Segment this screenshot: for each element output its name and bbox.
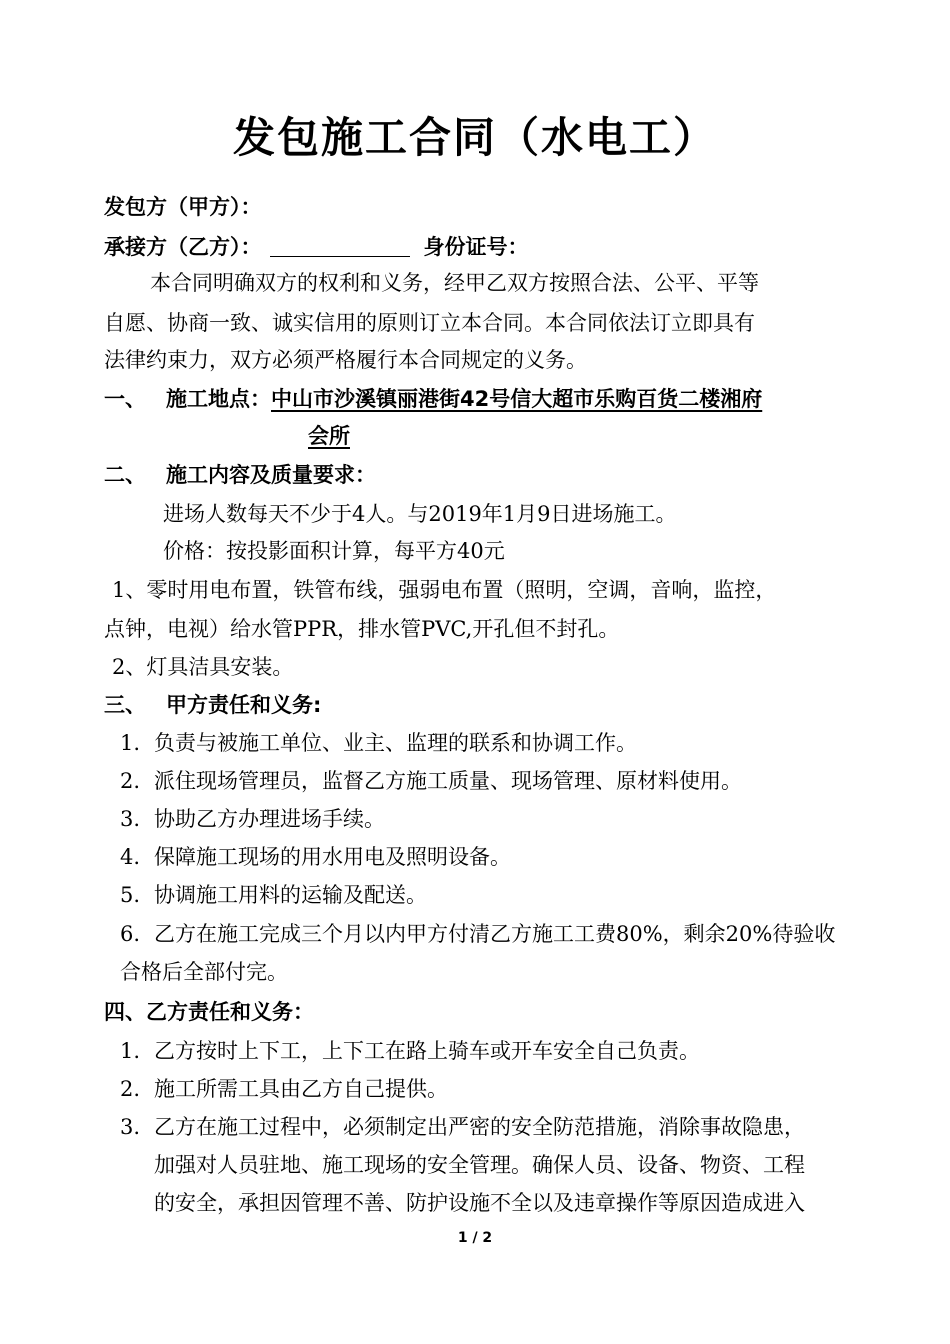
section3-item [120,885,427,906]
section4-item3-cont-1: 加强对人员驻地、施工现场的安全管理。确保人员、设备、物资、工程 [154,1153,805,1177]
section1-heading [104,389,762,410]
intro-line-3: 法律约束力，双方必须严格履行本合同规定的义务。 [104,348,587,372]
section1-location-cont: 会所 [308,424,350,448]
section2-line-1: 进场人数每天不少于4人。与2019年1月9日进场施工。 [163,502,677,526]
item-text: 乙方在施工完成三个月以内甲方付清乙方施工工费80%，剩余20%待验收 [154,922,836,946]
section4-item3-cont-2: 的安全，承担因管理不善、防护设施不全以及违章操作等原因造成进入 [154,1191,805,1215]
party-b-line [104,236,529,258]
item-number: 2. [120,1077,141,1101]
item-number: 2. [120,769,141,793]
section4-item [120,1079,448,1100]
section2-line-2: 价格：按投影面积计算，每平方40元 [163,539,505,563]
id-label: 身份证号： [423,235,529,259]
party-b-blank [270,236,410,257]
item-text: 施工所需工具由乙方自己提供。 [154,1077,448,1101]
item-text: 派住现场管理员，监督乙方施工质量、现场管理、原材料使用。 [154,769,742,793]
section2-label: 施工内容及质量要求： [166,463,376,487]
item-number: 1. [120,731,141,755]
item-text: 协助乙方办理进场手续。 [154,807,385,831]
page-title: 发包施工合同（水电工） [232,113,717,162]
section1-label: 施工地点： [166,387,271,411]
item-text: 协调施工用料的运输及配送。 [154,883,427,907]
section1-location: 中山市沙溪镇丽港街42号信大超市乐购百货二楼湘府 [271,387,763,411]
party-a-line [104,197,262,218]
section3-item [120,771,742,792]
item-text: 负责与被施工单位、业主、监理的联系和协调工作。 [154,731,637,755]
item-text: 乙方按时上下工，上下工在路上骑车或开车安全自己负责。 [154,1039,700,1063]
item-number: 3. [120,807,141,831]
item-number: 6. [120,922,141,946]
section3-item [120,733,637,754]
section3-item [120,924,835,945]
section1-number: 一、 [104,387,146,411]
section2-line-5: 2、灯具洁具安装。 [112,655,294,679]
section2-line-3: 1、零时用电布置，铁管布线，强弱电布置（照明，空调，音响，监控， [112,578,777,602]
section4-heading: 四、乙方责任和义务： [104,1000,314,1024]
section3-label: 甲方责任和义务: [166,693,322,717]
item-number: 3. [120,1115,141,1139]
item-text: 乙方在施工过程中，必须制定出严密的安全防范措施，消除事故隐患， [154,1115,805,1139]
section4-item [120,1117,805,1138]
party-b-label: 承接方（乙方）： [104,235,262,259]
section2-heading [104,465,376,486]
intro-line-2: 自愿、协商一致、诚实信用的原则订立本合同。本合同依法订立即具有 [104,311,755,335]
section3-item [120,809,385,830]
section2-number: 二、 [104,463,146,487]
item-number: 5. [120,883,141,907]
item-number: 4. [120,845,141,869]
intro-line-1: 本合同明确双方的权利和义务，经甲乙双方按照合法、公平、平等 [150,271,759,295]
party-a-label: 发包方（甲方）： [104,195,262,219]
section2-line-4: 点钟，电视）给水管PPR，排水管PVC,开孔但不封孔。 [104,617,620,641]
section3-item [120,847,511,868]
section3-item6-cont: 合格后全部付完。 [120,960,288,984]
section3-number: 三、 [104,693,146,717]
section4-item [120,1041,700,1062]
item-text: 保障施工现场的用水用电及照明设备。 [154,845,511,869]
item-number: 1. [120,1039,141,1063]
section3-heading [104,695,321,716]
page-number: 1 / 2 [457,1230,493,1246]
